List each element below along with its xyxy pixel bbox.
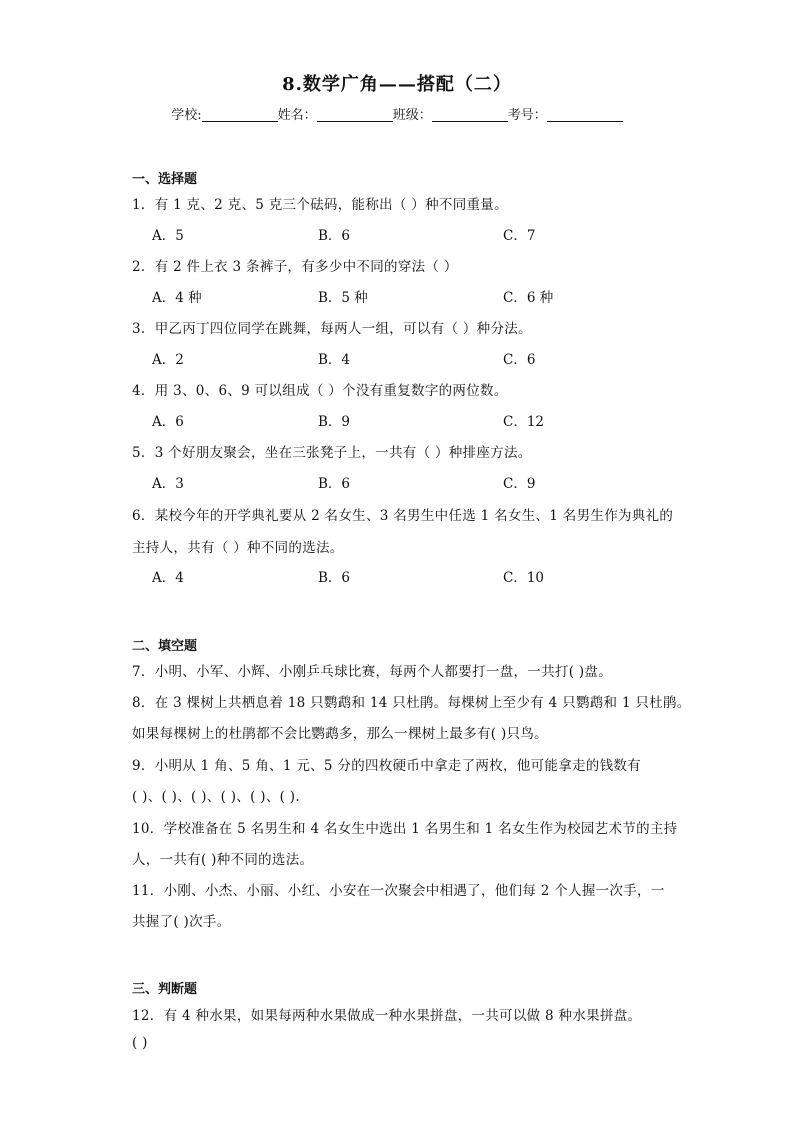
- question-3-options: [152, 348, 672, 366]
- number-blank[interactable]: [547, 107, 623, 122]
- question-2-options: [152, 286, 672, 304]
- class-blank[interactable]: [432, 107, 508, 122]
- question-6-options: [152, 566, 672, 584]
- question-5: 5．3 个好朋友聚会，坐在三张凳子上，一共有（ ）种排座方法。: [132, 445, 532, 461]
- class-label: 班级：: [392, 108, 432, 123]
- school-blank[interactable]: [202, 107, 278, 122]
- option-c[interactable]: C．7: [503, 228, 536, 244]
- option-a[interactable]: A．3: [152, 476, 184, 492]
- question-6: 6．某校今年的开学典礼要从 2 名女生、3 名男生中任选 1 名女生、1 名男生作为典礼的: [132, 508, 674, 524]
- question-7: 7．小明、小军、小辉、小刚乒乓球比赛，每两个人都要打一盘，一共打( )盘。: [132, 664, 613, 680]
- question-8-continued: 如果每棵树上的杜鹃都不会比鹦鹉多，那么一棵树上最多有( )只鸟。: [132, 726, 548, 742]
- option-a[interactable]: A．4 种: [152, 290, 202, 306]
- question-8: 8．在 3 棵树上共栖息着 18 只鹦鹉和 14 只杜鹃。每棵树上至少有 4 只鹦鹉和 1 只杜鹃。: [132, 695, 691, 711]
- section-heading-choice: 一、选择题: [132, 172, 198, 187]
- option-a[interactable]: A．5: [152, 228, 184, 244]
- option-b[interactable]: B．9: [318, 414, 351, 430]
- question-12: 12．有 4 种水果，如果每两种水果做成一种水果拼盘，一共可以做 8 种水果拼盘。: [132, 1008, 642, 1024]
- question-11-continued: 共握了( )次手。: [132, 914, 231, 930]
- question-11: 11．小刚、小杰、小丽、小红、小安在一次聚会中相遇了，他们每 2 个人握一次手，一: [132, 883, 665, 899]
- student-info-line: [0, 104, 794, 123]
- number-label: 考号：: [507, 108, 547, 123]
- question-10: 10．学校准备在 5 名男生和 4 名女生中选出 1 名男生和 1 名女生作为校园艺术节的主持: [132, 821, 678, 837]
- option-a[interactable]: A．4: [152, 570, 184, 586]
- option-c[interactable]: C．12: [503, 414, 545, 430]
- option-a[interactable]: A．6: [152, 414, 184, 430]
- question-10-continued: 人，一共有( )种不同的选法。: [132, 852, 314, 868]
- question-6-continued: 主持人，共有（ ）种不同的选法。: [132, 540, 344, 556]
- option-b[interactable]: B．6: [318, 570, 351, 586]
- page-title: 8.数学广角——搭配（二）: [282, 74, 512, 95]
- name-label: 姓名：: [277, 108, 317, 123]
- option-a[interactable]: A．2: [152, 352, 184, 368]
- option-c[interactable]: C．6 种: [503, 290, 554, 306]
- option-b[interactable]: B．6: [318, 476, 351, 492]
- option-c[interactable]: C．10: [503, 570, 545, 586]
- question-9-blanks: ( )、( )、( )、( )、( )、( ).: [132, 789, 300, 805]
- question-3: 3．甲乙丙丁四位同学在跳舞，每两人一组，可以有（ ）种分法。: [132, 321, 532, 337]
- question-9: 9．小明从 1 角、5 角、1 元、5 分的四枚硬币中拿走了两枚，他可能拿走的钱数有: [132, 758, 642, 774]
- option-b[interactable]: B．5 种: [318, 290, 368, 306]
- option-c[interactable]: C．6: [503, 352, 536, 368]
- question-1-options: [152, 224, 672, 242]
- question-5-options: [152, 472, 672, 490]
- option-c[interactable]: C．9: [503, 476, 536, 492]
- option-b[interactable]: B．4: [318, 352, 351, 368]
- school-label: 学校:: [171, 108, 202, 123]
- section-heading-fill: 二、填空题: [132, 639, 198, 654]
- section-heading-judge: 三、判断题: [132, 982, 198, 997]
- question-1: 1．有 1 克、2 克、5 克三个砝码，能称出（ ）种不同重量。: [132, 197, 508, 213]
- question-4-options: [152, 410, 672, 428]
- option-b[interactable]: B．6: [318, 228, 351, 244]
- name-blank[interactable]: [317, 107, 393, 122]
- question-12-answer-blank: ( ): [132, 1035, 148, 1051]
- question-2: 2．有 2 件上衣 3 条裤子，有多少中不同的穿法（ ）: [132, 259, 458, 275]
- question-4: 4．用 3、0、6、9 可以组成（ ）个没有重复数字的两位数。: [132, 383, 508, 399]
